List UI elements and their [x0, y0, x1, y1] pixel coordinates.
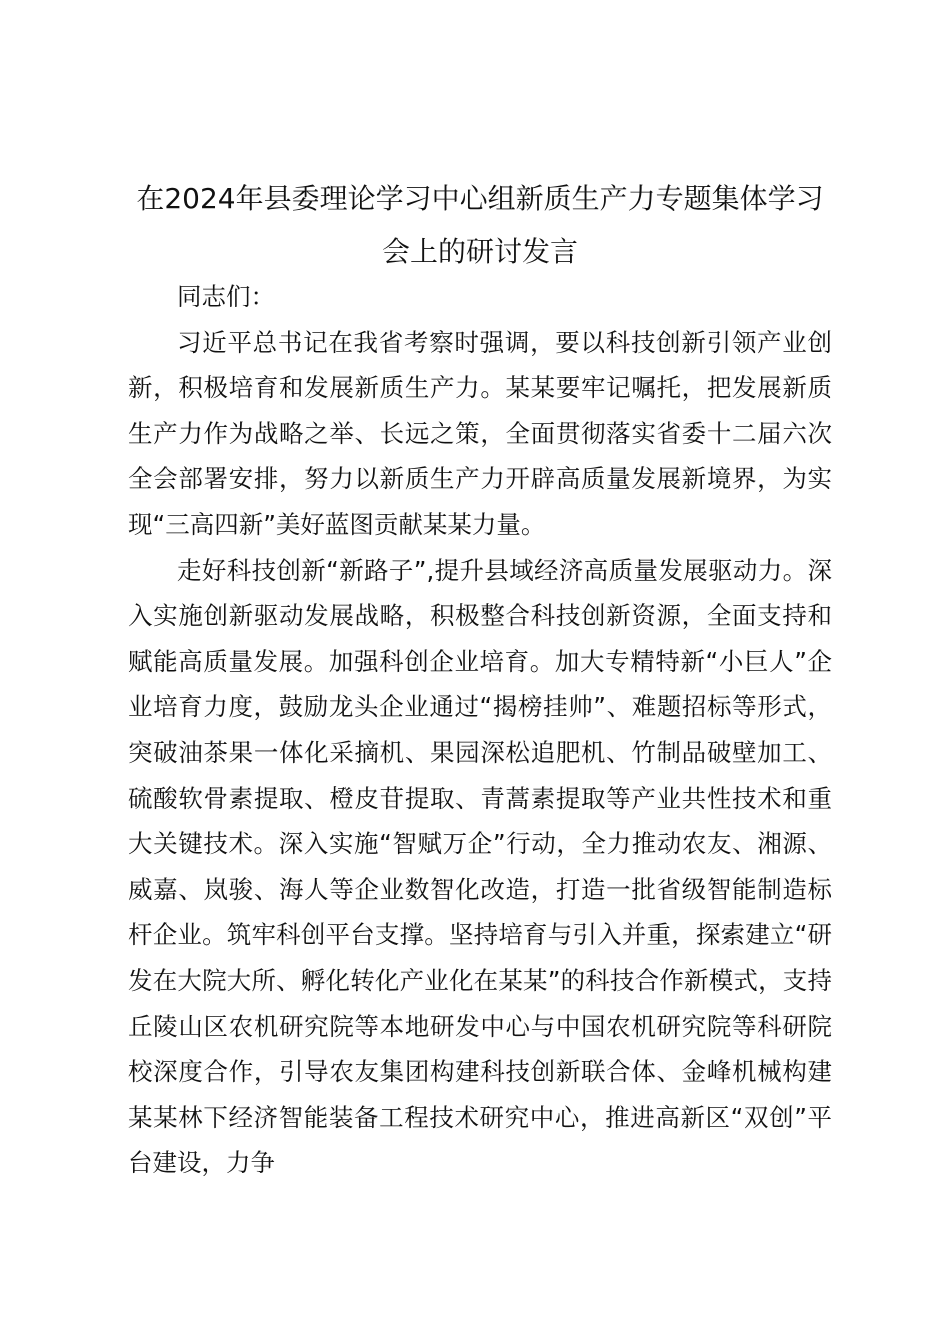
- document-title: 在2024年县委理论学习中心组新质生产力专题集体学习会上的研讨发言: [136, 182, 824, 268]
- paragraph-intro: 习近平总书记在我省考察时强调，要以科技创新引领产业创新，积极培育和发展新质生产力。某某要牢记嘱托，把发展新质生产力作为战略之举、长远之策，全面贯彻落实省委十二届六次全会部署安排，努力以新质生产力开辟高质量发展新境界，为实现“三高四新”美好蓝图贡献某某力量。: [128, 327, 832, 539]
- paragraph-tech-innovation: 走好科技创新“新路子”,提升县域经济高质量发展驱动力。深入实施创新驱动发展战略，积极整合科技创新资源，全面支持和赋能高质量发展。加强科创企业培育。加大专精特新“小巨人”企业培育力度，鼓励龙头企业通过“揭榜挂帅”、难题招标等形式，突破油茶果一体化采摘机、果园深松追肥机、竹制品破壁加工、硫酸软骨素提取、橙皮苷提取、青蒿素提取等产业共性技术和重大关键技术。深入实施“智赋万企”行动，全力推动农友、湘源、威嘉、岚骏、海人等企业数智化改造，打造一批省级智能制造标杆企业。筑牢科创平台支撑。坚持培育与引入并重，探索建立“研发在大院大所、孵化转化产业化在某某”的科技合作新模式，支持丘陵山区农机研究院等本地研发中心与中国农机研究院等科研院校深度合作，引导农友集团构建科技创新联合体、金峰机械构建某某林下经济智能装备工程技术研究中心，推进高新区“双创”平台建设，力争: [128, 555, 832, 1178]
- salutation: 同志们：: [177, 282, 275, 311]
- document-body: [128, 274, 832, 1186]
